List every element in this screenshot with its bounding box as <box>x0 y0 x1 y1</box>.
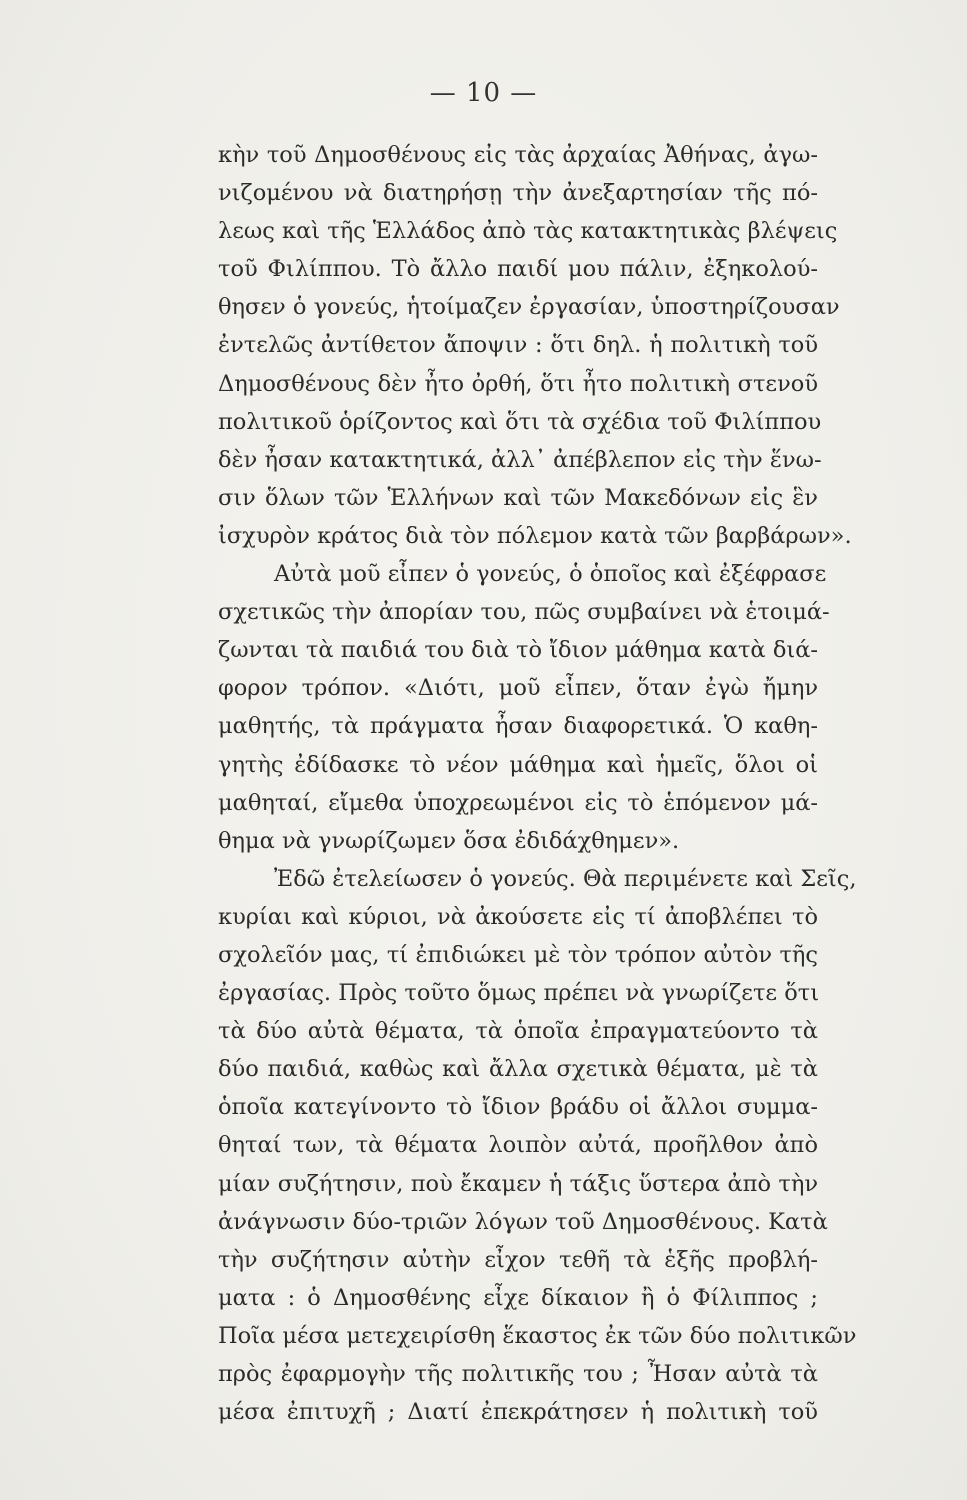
text-line: τοῦ Φιλίππου. Τὸ ἄλλο παιδί μου πάλιν, ἐξηκολού- <box>218 256 818 283</box>
text-line: κὴν τοῦ Δημοσθένους εἰς τὰς ἀρχαίας Ἀθήνας, ἀγω- <box>218 142 818 168</box>
text-line: δύο παιδιά, καθὼς καὶ ἄλλα σχετικὰ θέματα, μὲ τὰ <box>218 1056 818 1083</box>
page-number: — 10 — <box>429 78 538 108</box>
text-line: μέσα ἐπιτυχῆ ; Διατί ἐπεκράτησεν ἡ πολιτικὴ τοῦ <box>218 1399 818 1426</box>
text-line: σχολεῖόν μας, τί ἐπιδιώκει μὲ τὸν τρόπον αὐτὸν τῆς <box>218 941 818 968</box>
text-line: μαθηταί, εἴμεθα ὑποχρεωμένοι εἰς τὸ ἑπόμενον μά- <box>218 789 818 816</box>
text-line: Ποῖα μέσα μετεχειρίσθη ἕκαστος ἐκ τῶν δύο πολιτικῶν <box>218 1322 857 1349</box>
text-line: δὲν ἦσαν κατακτητικά, ἀλλ᾽ ἀπέβλεπον εἰς τὴν ἕνω- <box>218 446 822 473</box>
text-line: ζωνται τὰ παιδιά του διὰ τὸ ἴδιον μάθημα κατὰ διά- <box>218 637 818 664</box>
text-line: μίαν συζήτησιν, ποὺ ἔκαμεν ἡ τάξις ὕστερα ἀπὸ τὴν <box>218 1170 818 1197</box>
text-line: σχετικῶς τὴν ἀπορίαν του, πῶς συμβαίνει νὰ ἑτοιμά- <box>218 599 830 626</box>
text-line: πολιτικοῦ ὁρίζοντος καὶ ὅτι τὰ σχέδια τοῦ Φιλίππου <box>218 408 822 435</box>
text-line: σιν ὅλων τῶν Ἑλλήνων καὶ τῶν Μακεδόνων εἰς ἓν <box>218 484 818 511</box>
body-text <box>218 136 857 1431</box>
text-line: γητὴς ἐδίδασκε τὸ νέον μάθημα καὶ ἡμεῖς, ὅλοι οἱ <box>218 751 818 778</box>
text-line: Δημοσθένους δὲν ἦτο ὀρθή, ὅτι ἦτο πολιτικὴ στενοῦ <box>218 370 818 397</box>
text-line: μαθητής, τὰ πράγματα ἦσαν διαφορετικά. Ὁ καθη- <box>218 713 818 740</box>
text-line: θηταί των, τὰ θέματα λοιπὸν αὐτά, προῆλθον ἀπὸ <box>218 1132 818 1159</box>
text-line: λεως καὶ τῆς Ἑλλάδος ἀπὸ τὰς κατακτητικὰς βλέψεις <box>218 218 838 245</box>
text-line: κυρίαι καὶ κύριοι, νὰ ἀκούσετε εἰς τί ἀποβλέπει τὸ <box>218 903 818 930</box>
text-line: θημα νὰ γνωρίζωμεν ὅσα ἐδιδάχθημεν». <box>218 827 680 854</box>
text-line: ματα : ὁ Δημοσθένης εἶχε δίκαιον ἢ ὁ Φίλιππος ; <box>218 1284 818 1311</box>
text-line: ὁποῖα κατεγίνοντο τὸ ἴδιον βράδυ οἱ ἄλλοι συμμα- <box>218 1094 818 1121</box>
text-line: πρὸς ἐφαρμογὴν τῆς πολιτικῆς του ; Ἦσαν αὐτὰ τὰ <box>218 1361 818 1387</box>
text-line: θησεν ὁ γονεύς, ἡτοίμαζεν ἐργασίαν, ὑποστηρίζουσαν <box>218 294 840 321</box>
text-line: νιζομένου νὰ διατηρήσῃ τὴν ἀνεξαρτησίαν τῆς πό- <box>218 180 818 207</box>
text-line: Αὐτὰ μοῦ εἶπεν ὁ γονεύς, ὁ ὁποῖος καὶ ἐξέφρασε <box>274 561 827 588</box>
text-line: τὰ δύο αὐτὰ θέματα, τὰ ὁποῖα ἐπραγματεύοντο τὰ <box>218 1018 818 1045</box>
text-line: φορον τρόπον. «Διότι, μοῦ εἶπεν, ὅταν ἐγὼ ἤμην <box>218 675 818 702</box>
text-line: ἰσχυρὸν κράτος διὰ τὸν πόλεμον κατὰ τῶν βαρβάρων». <box>218 522 852 549</box>
text-line: ἐντελῶς ἀντίθετον ἄποψιν : ὅτι δηλ. ἡ πολιτικὴ τοῦ <box>218 332 818 359</box>
text-line: ἀνάγνωσιν δύο-τριῶν λόγων τοῦ Δημοσθένους. Κατὰ <box>218 1208 828 1235</box>
text-line: Ἐδῶ ἐτελείωσεν ὁ γονεύς. Θὰ περιμένετε καὶ Σεῖς, <box>274 865 857 892</box>
text-line: ἐργασίας. Πρὸς τοῦτο ὅμως πρέπει νὰ γνωρίζετε ὅτι <box>218 980 820 1007</box>
text-line: τὴν συζήτησιν αὐτὴν εἶχον τεθῆ τὰ ἑξῆς προβλή- <box>218 1246 818 1273</box>
